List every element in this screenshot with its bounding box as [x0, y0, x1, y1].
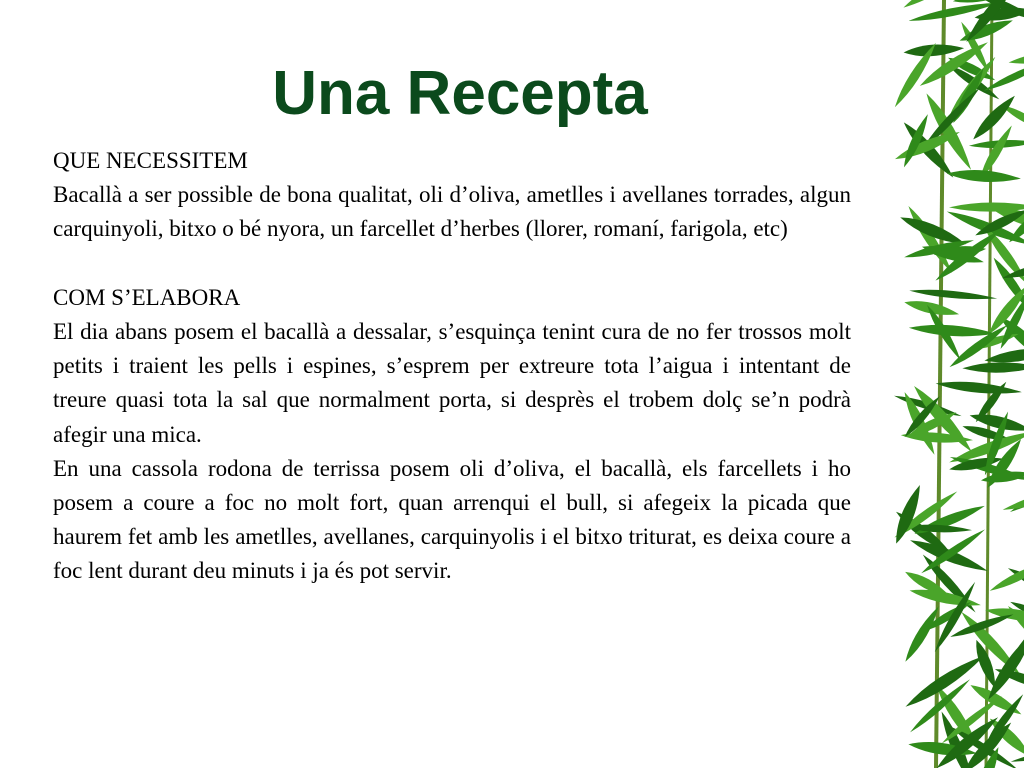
- bamboo-leaf: [903, 42, 964, 58]
- spacer: [53, 247, 851, 281]
- bamboo-decoration: [874, 0, 1024, 768]
- preparation-paragraph-2: En una cassola rodona de terrissa posem oli d’oliva, el bacallà, els farcellets i ho posem a coure a foc no molt fort, quan arrenqui el bull, si afegeix la picada que haurem fet amb les ametlles, avellanes, carquinyolis i el bitxo triturat, es deixa coure a foc lent durant deu minuts i ja és pot servir.: [53, 455, 851, 584]
- section-heading-preparation: COM S’ELABORA: [53, 284, 241, 310]
- slide-title: Una Recepta: [272, 59, 648, 128]
- bamboo-leaf: [988, 557, 1024, 594]
- bamboo-leaf: [1008, 47, 1024, 67]
- preparation-paragraph-1: El dia abans posem el bacallà a dessalar, s’esquinça tenint cura de no fer trossos molt petits i traient les pells i espines, s’esprem per extreure tota l’aigua i intentant de treure quasi tota la sal que normalment porta, si desprès el trobem dolç se’n podrà afegir una mica.: [53, 319, 851, 447]
- bamboo-leaf: [909, 287, 998, 302]
- bamboo-leaf: [935, 379, 1022, 398]
- ingredients-text: Bacallà a ser possible de bona qualitat, oli d’oliva, ametlles i avellanes torrades, algun carquinyoli, bitxo o bé nyora, un farcellet d’herbes (llorer, romaní, farigola, etc): [53, 182, 851, 242]
- section-heading-ingredients: QUE NECESSITEM: [53, 148, 248, 173]
- slide-body: [53, 144, 851, 589]
- bamboo-leaf: [1001, 480, 1024, 514]
- bamboo-leaf: [962, 362, 1024, 374]
- bamboo-leaf: [969, 92, 1019, 143]
- bamboo-leaf: [909, 322, 997, 339]
